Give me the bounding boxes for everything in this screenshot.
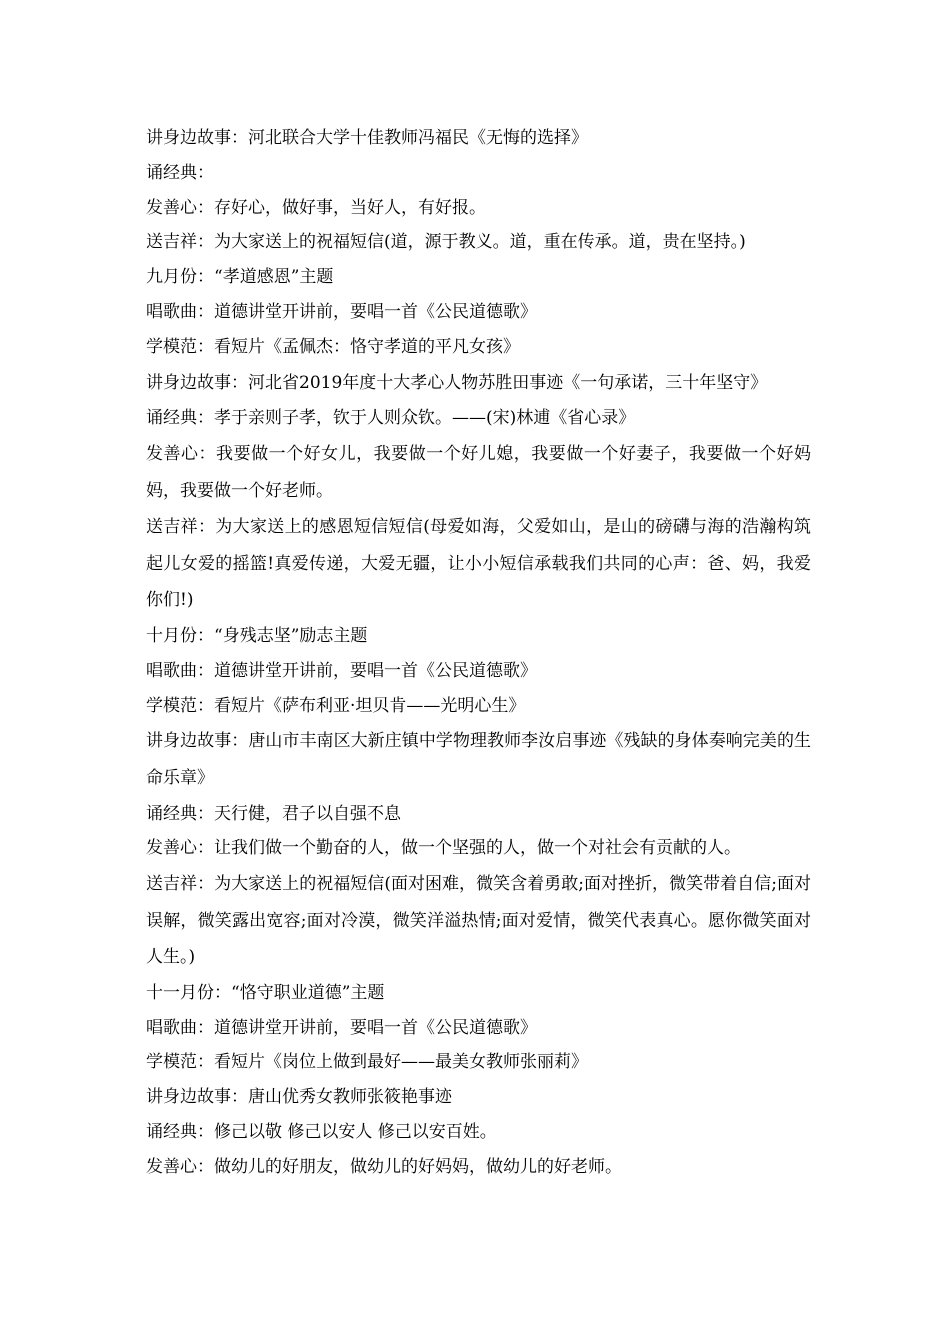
paragraph-classics-october: 诵经典：天行健，君子以自强不息 <box>146 803 401 824</box>
paragraph-model-november: 学模范：看短片《岗位上做到最好——最美女教师张丽莉》 <box>146 1052 588 1073</box>
paragraph-song-november: 唱歌曲：道德讲堂开讲前，要唱一首《公民道德歌》 <box>146 1017 537 1038</box>
section-heading-november: 十一月份：“恪守职业道德”主题 <box>146 982 385 1003</box>
paragraph-kindness-october: 发善心：让我们做一个勤奋的人，做一个坚强的人，做一个对社会有贡献的人。 <box>146 838 741 859</box>
paragraph-story-li-ruqi: 讲身边故事：唐山市丰南区大新庄镇中学物理教师李汝启事迹《残缺的身体奏响完美的生命乐章》 <box>146 731 811 788</box>
paragraph-blessing-september: 送吉祥：为大家送上的感恩短信短信(母爱如海，父爱如山，是山的磅礴与海的浩瀚构筑起儿女爱的摇篮!真爱传递，大爱无疆，让小小短信承载我们共同的心声：爸、妈，我爱你们!) <box>146 517 811 611</box>
paragraph-story-zhang-xiaoyan: 讲身边故事：唐山优秀女教师张筱艳事迹 <box>146 1087 452 1108</box>
section-heading-october: 十月份：“身残志坚”励志主题 <box>146 625 368 646</box>
paragraph-kindness-good-heart: 发善心：存好心，做好事，当好人，有好报。 <box>146 197 486 218</box>
paragraph-kindness-september: 发善心：我要做一个好女儿，我要做一个好儿媳，我要做一个好妻子，我要做一个好妈妈，我要做一个好老师。 <box>146 443 811 501</box>
paragraph-classics-november: 诵经典：修己以敬 修己以安人 修己以安百姓。 <box>146 1122 497 1143</box>
paragraph-model-september: 学模范：看短片《孟佩杰：恪守孝道的平凡女孩》 <box>146 336 520 357</box>
paragraph-classics-empty: 诵经典： <box>146 162 214 183</box>
paragraph-blessing-dao: 送吉祥：为大家送上的祝福短信(道，源于教义。道，重在传承。道，贵在坚持。) <box>146 232 746 253</box>
paragraph-story-su-shengtian: 讲身边故事：河北省2019年度十大孝心人物苏胜田事迹《一句承诺，三十年坚守》 <box>146 372 768 393</box>
paragraph-blessing-october: 送吉祥：为大家送上的祝福短信(面对困难，微笑含着勇敢;面对挫折，微笑带着自信;面对误解，微笑露出宽容;面对冷漠，微笑洋溢热情;面对爱情，微笑代表真心。愿你微笑面对人生。) <box>146 874 811 968</box>
paragraph-song-september: 唱歌曲：道德讲堂开讲前，要唱一首《公民道德歌》 <box>146 301 537 322</box>
paragraph-model-october: 学模范：看短片《萨布利亚·坦贝肯——光明心生》 <box>146 695 526 716</box>
paragraph-song-october: 唱歌曲：道德讲堂开讲前，要唱一首《公民道德歌》 <box>146 660 537 681</box>
document-body <box>146 121 811 1185</box>
paragraph-kindness-november: 发善心：做幼儿的好朋友，做幼儿的好妈妈，做幼儿的好老师。 <box>146 1156 622 1177</box>
paragraph-story-feng-fumin: 讲身边故事：河北联合大学十佳教师冯福民《无悔的选择》 <box>146 128 588 148</box>
section-heading-september: 九月份：“孝道感恩”主题 <box>146 267 334 288</box>
paragraph-classics-september: 诵经典：孝于亲则子孝，钦于人则众钦。——(宋)林逋《省心录》 <box>146 408 636 429</box>
